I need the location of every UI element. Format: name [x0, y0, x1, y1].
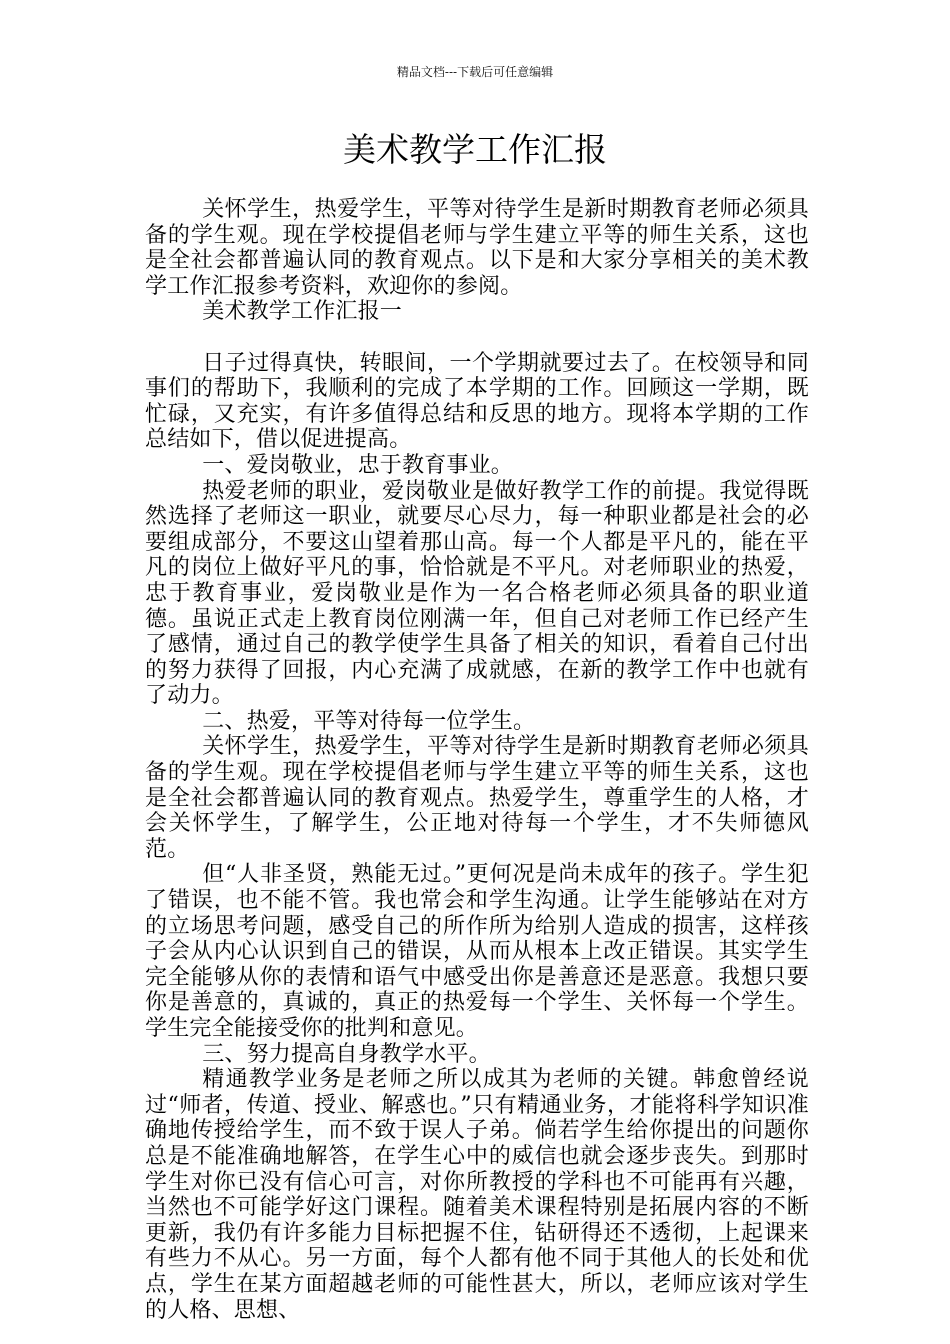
body-paragraph: 日子过得真快，转眼间，一个学期就要过去了。在校领导和同事们的帮助下，我顺利的完成了本学期的工作。回顾这一学期，既忙碌，又充实，有许多值得总结和反思的地方。现将本学期的工作总结如下，借以促进提高。 — [145, 350, 809, 453]
section-heading-1: 一、爱岗敬业，忠于教育事业。 — [202, 452, 513, 478]
page-header: 精品文档---下载后可任意编辑 — [396, 65, 554, 79]
section-title: 美术教学工作汇报一 — [202, 299, 402, 325]
body-paragraph: 但“人非圣贤，熟能无过。”更何况是尚未成年的孩子。学生犯了错误，也不能不管。我也常会和学生沟通。让学生能够站在对方的立场思考问题，感受自己的所作所为给别人造成的损害，这样孩子会从内心认识到自己的错误，从而从根本上改正错误。其实学生完全能够从你的表情和语气中感受出你是善意还是恶意。我想只要你是善意的，真诚的，真正的热爱每一个学生、关怀每一个学生。学生完全能接受你的批判和意见。 — [145, 862, 809, 1041]
section-heading-2: 二、热爱，平等对待每一位学生。 — [202, 708, 536, 734]
body-paragraph: 热爱老师的职业，爱岗敬业是做好教学工作的前提。我觉得既然选择了老师这一职业，就要尽心尽力，每一种职业都是社会的必要组成部分，不要这山望着那山高。每一个人都是平凡的，能在平凡的岗位上做好平凡的事，恰恰就是不平凡。对老师职业的热爱，忠于教育事业，爱岗敬业是作为一名合格老师必须具备的职业道德。虽说正式走上教育岗位刚满一年，但自己对老师工作已经产生了感情，通过自己的教学使学生具备了相关的知识，看着自己付出的努力获得了回报，内心充满了成就感，在新的教学工作中也就有了动力。 — [145, 478, 809, 709]
body-paragraph: 关怀学生，热爱学生，平等对待学生是新时期教育老师必须具备的学生观。现在学校提倡老师与学生建立平等的师生关系，这也是全社会都普遍认同的教育观点。热爱学生，尊重学生的人格，才会关怀学生，了解学生，公正地对待每一个学生，才不失师德风范。 — [145, 734, 809, 862]
body-paragraph: 精通教学业务是老师之所以成其为老师的关键。韩愈曾经说过“师者，传道、授业、解惑也。”只有精通业务，才能将科学知识准确地传授给学生，而不致于误人子弟。倘若学生给你提出的问题你总是不能准确地解答，在学生心中的威信也就会逐步丧失。到那时学生对你已没有信心可言，对你所教授的学科也不可能再有兴趣，当然也不可能学好这门课程。随着美术课程特别是拓展内容的不断更新，我仍有许多能力目标把握不住，钻研得还不透彻，上起课来有些力不从心。另一方面，每个人都有他不同于其他人的长处和优点，学生在某方面超越老师的可能性甚大，所以，老师应该对学生的人格、思想、 — [145, 1067, 809, 1323]
section-heading-3: 三、努力提高自身教学水平。 — [202, 1041, 491, 1067]
document-title: 美术教学工作汇报 — [343, 130, 607, 169]
intro-paragraph: 关怀学生，热爱学生，平等对待学生是新时期教育老师必须具备的学生观。现在学校提倡老师与学生建立平等的师生关系，这也是全社会都普遍认同的教育观点。以下是和大家分享相关的美术教学工作汇报参考资料，欢迎你的参阅。 — [145, 197, 809, 299]
document-body — [145, 197, 809, 1323]
blank-line — [145, 325, 809, 351]
